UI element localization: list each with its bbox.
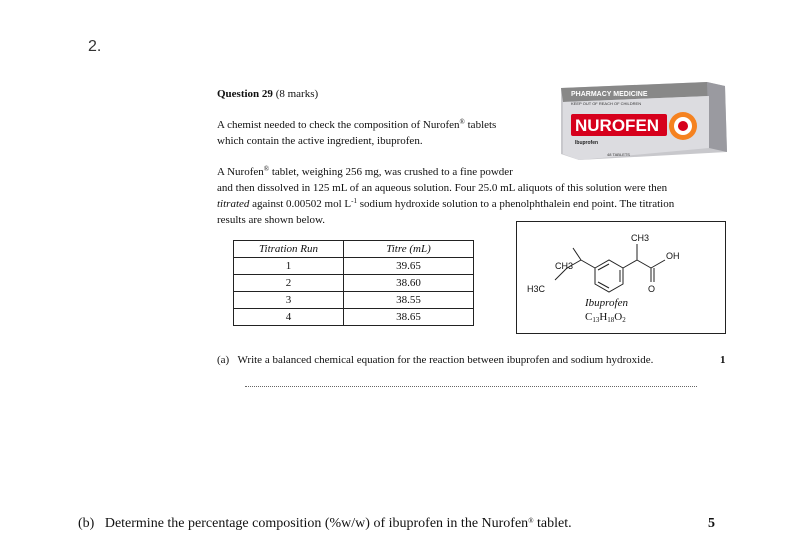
titration-table [233, 240, 474, 326]
label-h3c: H3C [527, 284, 546, 294]
reg-mark-2: ® [263, 165, 270, 173]
intro-paragraph [217, 117, 552, 149]
run-cell: 3 [234, 292, 344, 309]
p2-e: results are shown below. [217, 214, 326, 226]
part-a [217, 354, 653, 366]
label-o: O [648, 284, 656, 294]
p2-titrated: titrated [217, 198, 250, 210]
part-a-label: (a) [217, 354, 230, 366]
part-b-text-b: tablet. [533, 516, 572, 531]
box-sub: Ibuprofen [575, 140, 599, 146]
box-brand: NUROFEN [575, 116, 660, 135]
method-paragraph [217, 164, 737, 228]
box-subheader: KEEP OUT OF REACH OF CHILDREN [571, 101, 642, 106]
part-b-marks: 5 [708, 516, 715, 531]
intro-line-2: which contain the active ingredient, ibuprofen. [217, 135, 423, 147]
part-b-label: (b) [78, 516, 95, 531]
label-ch3-top: CH3 [631, 233, 650, 243]
box-count: 48 TABLETS [607, 152, 630, 157]
titre-cell: 38.60 [344, 275, 474, 292]
run-cell: 1 [234, 258, 344, 275]
header-titre: Titre (mL) [344, 241, 474, 258]
titre-cell: 38.65 [344, 309, 474, 326]
nurofen-box-image [557, 82, 733, 162]
p2-d-end: sodium hydroxide solution to a phenolphthalein end point. The titration [356, 198, 675, 210]
page-number: 2. [88, 38, 102, 55]
molecule-name: Ibuprofen [585, 297, 628, 309]
table-row [234, 258, 474, 275]
box-header: PHARMACY MEDICINE [571, 91, 648, 98]
label-oh: OH [666, 251, 680, 261]
titre-cell: 39.65 [344, 258, 474, 275]
reg-mark-3: ® [528, 517, 534, 525]
question-title [217, 88, 318, 100]
p2-a: A Nurofen [217, 166, 264, 178]
molecule-formula: C13H18O2 [585, 311, 626, 324]
table-row [234, 275, 474, 292]
titre-cell: 38.55 [344, 292, 474, 309]
reg-mark: ® [459, 118, 465, 126]
answer-line[interactable] [245, 386, 697, 387]
run-cell: 2 [234, 275, 344, 292]
header-titration-run: Titration Run [234, 241, 344, 258]
run-cell: 4 [234, 309, 344, 326]
intro-line-1-end: tablets [464, 119, 497, 131]
p2-d-sup: -1 [351, 197, 357, 205]
intro-line-1: A chemist needed to check the composition of Nurofen [217, 119, 460, 131]
table-row [234, 292, 474, 309]
part-a-marks: 1 [720, 354, 726, 366]
p2-d: against 0.00502 mol L [249, 198, 352, 210]
table-row [234, 309, 474, 326]
part-a-text: Write a balanced chemical equation for the reaction between ibuprofen and sodium hydroxide. [237, 354, 654, 366]
table-header-row [234, 241, 474, 258]
part-b-text-a: Determine the percentage composition (%w/w) of ibuprofen in the Nurofen [104, 516, 529, 531]
question-title-text: Question 29 [217, 88, 273, 100]
ibuprofen-structure [516, 221, 726, 334]
p2-c: and then dissolved in 125 mL of an aqueous solution. Four 25.0 mL aliquots of this solution were then [217, 182, 668, 194]
part-b [78, 516, 572, 532]
label-ch3-left: CH3 [555, 261, 574, 271]
question-marks: (8 marks) [275, 88, 319, 100]
p2-b: tablet, weighing 256 mg, was crushed to a fine powder [269, 166, 513, 178]
